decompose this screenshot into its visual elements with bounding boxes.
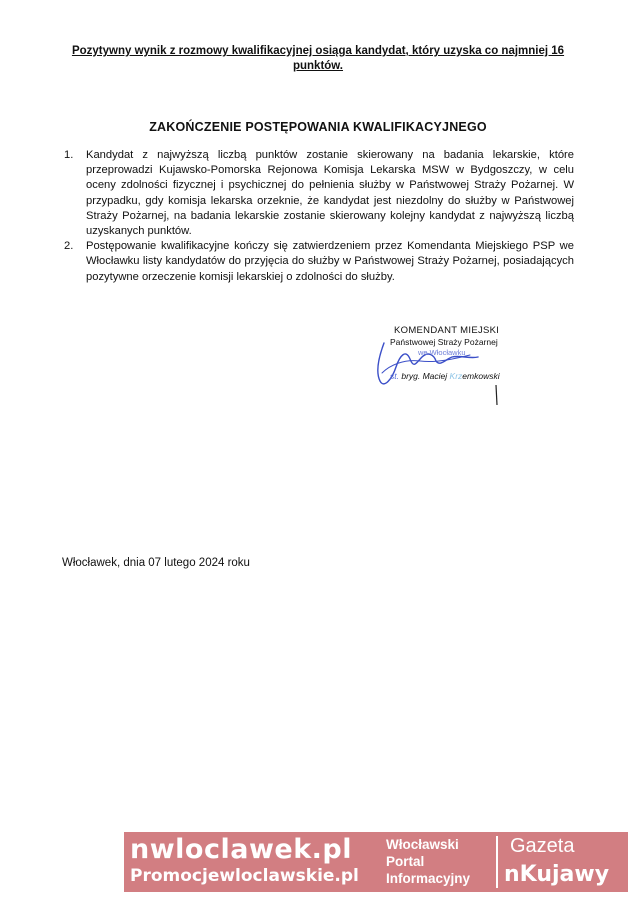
banner-gazeta: Gazeta (510, 835, 575, 857)
signature-surname-highlight: Krz (449, 371, 463, 381)
step-number: 2. (64, 240, 74, 253)
banner-portal-line: Włocławski (386, 837, 459, 852)
step-text: Postępowanie kwalifikacyjne kończy się zatwierdzeniem przez Komendanta Miejskiego PSP we Włocławku listy kandydatów do przyjęcia do służby w Państwowej Straży Pożarnej, posiadających pozytywne orzeczenie komisji lekarskiej o zdolności do służby. (86, 240, 574, 283)
result-note: Pozytywny wynik z rozmowy kwalifikacyjnej osiąga kandydat, który uzyska co najmniej 16 punktów. (71, 45, 565, 72)
signature-rank-prefix: st. (390, 371, 399, 381)
step-number: 1. (64, 149, 74, 161)
banner-portal (386, 836, 496, 887)
banner-gazeta-name: nKujawy (504, 862, 610, 887)
watermark-banner (124, 832, 628, 892)
banner-site: nwloclawek.pl (130, 834, 352, 865)
signature-unit: Państwowej Straży Pożarnej (390, 337, 498, 347)
banner-divider (496, 836, 498, 888)
banner-portal-line: Informacyjny (386, 871, 471, 886)
procedure-step (62, 148, 574, 239)
signature-rank: bryg. Maciej (398, 371, 450, 381)
place-date: Włocławek, dnia 07 lutego 2024 roku (62, 557, 250, 569)
procedure-step (62, 239, 574, 285)
signature-surname: emkowski (462, 371, 500, 381)
signature-stamp (370, 325, 520, 405)
signature-city: we Włocławku (418, 348, 466, 357)
procedure-steps (62, 148, 574, 285)
section-heading: ZAKOŃCZENIE POSTĘPOWANIA KWALIFIKACYJNEGO (149, 120, 487, 134)
signature-title: KOMENDANT MIEJSKI (394, 325, 500, 336)
banner-site-secondary: Promocjewloclawskie.pl (130, 866, 359, 886)
banner-portal-line: Portal (386, 854, 425, 869)
signature-name (390, 371, 500, 381)
step-text: Kandydat z najwyższą liczbą punktów zostanie skierowany na badania lekarskie, które przeprowadzi Kujawsko-Pomorska Rejonowa Komisja Lekarska MSW w Bydgoszczy, w celu oceny zdolności fizycznej i psychicznej do pełnienia służby w Państwowej Straży Pożarnej. W przypadku, gdy komisja lekarska orzeknie, że kandydat jest niezdolny do służby w Państwowej Straży Pożarnej, na badania lekarskie zostanie skierowany kolejny kandydat z najwyższą liczbą uzyskanych punktów. (86, 149, 574, 238)
